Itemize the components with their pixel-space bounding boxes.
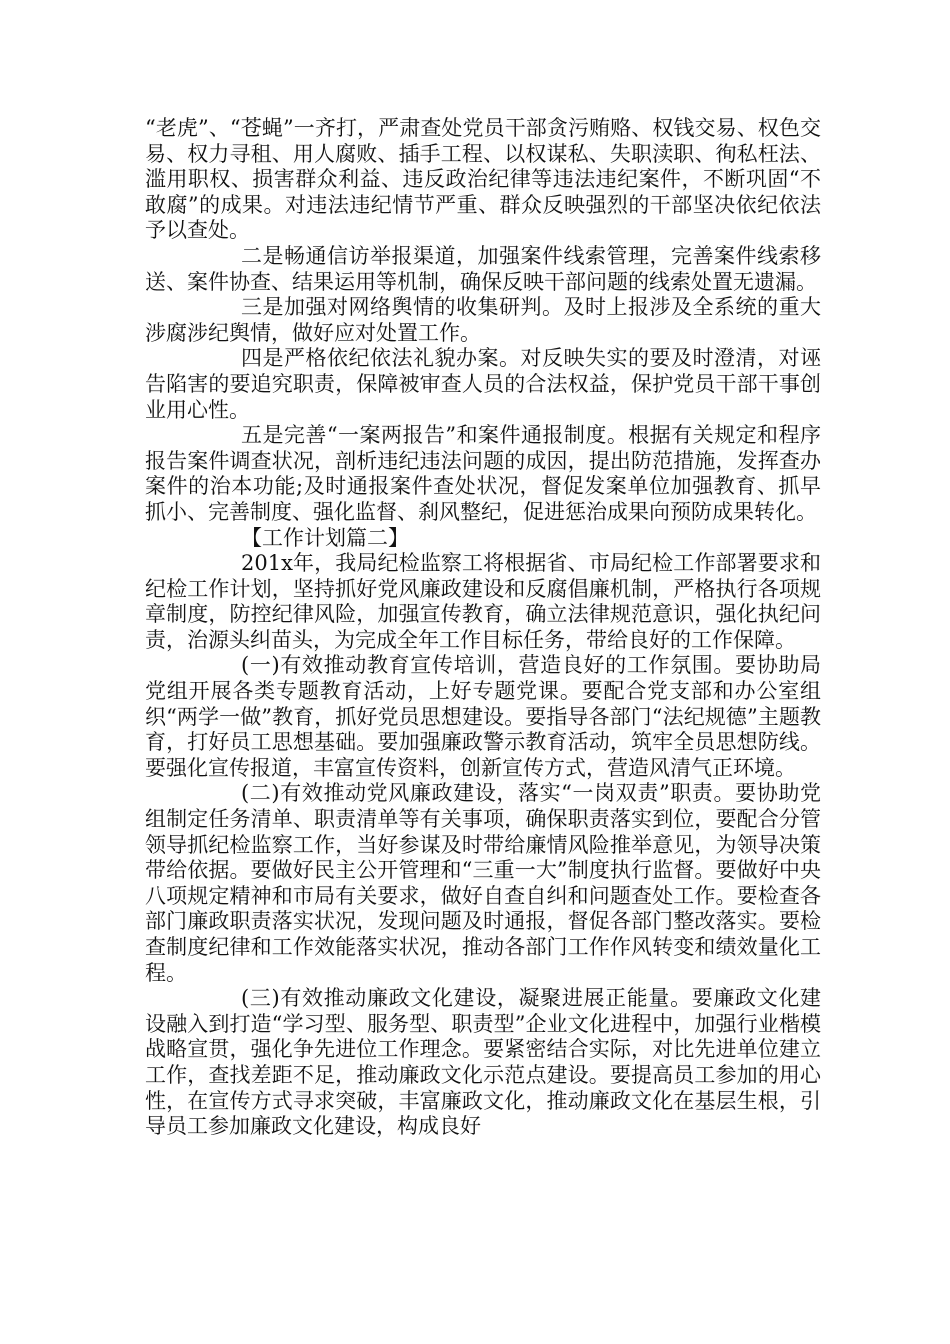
paragraph-intro: 201x年，我局纪检监察工将根据省、市局纪检工作部署要求和纪检工作计划，坚持抓好党风廉政建设和反腐倡廉机制，严格执行各项规章制度，防控纪律风险，加强宣传教育，确立法律规范意识，强化执纪问责，治源头纠苗头，为完成全年工作目标任务，带给良好的工作保障。 (145, 551, 821, 652)
paragraph-continuation: “老虎”、“苍蝇”一齐打，严肃查处党员干部贪污贿赂、权钱交易、权色交易、权力寻租、用人腐败、插手工程、以权谋私、失职渎职、徇私枉法、滥用职权、损害群众利益、违反政治纪律等违法违纪案件，不断巩固“不敢腐”的成果。对违法违纪情节严重、群众反映强烈的干部坚决依纪依法予以查处。 (145, 116, 821, 243)
paragraph-item-four: 四是严格依纪依法礼貌办案。对反映失实的要及时澄清，对诬告陷害的要追究职责，保障被审查人员的合法权益，保护党员干部干事创业用心性。 (145, 346, 821, 422)
paragraph-section-three: (三)有效推动廉政文化建设，凝聚进展正能量。要廉政文化建设融入到打造“学习型、服务型、职责型”企业文化进程中，加强行业楷模战略宣贯，强化争先进位工作理念。要紧密结合实际，对比先进单位建立工作，查找差距不足，推动廉政文化示范点建设。要提高员工参加的用心性，在宣传方式寻求突破，丰富廉政文化，推动廉政文化在基层生根，引导员工参加廉政文化建设，构成良好 (145, 986, 821, 1139)
paragraph-section-two: (二)有效推动党风廉政建设，落实“一岗双责”职责。要协助党组制定任务清单、职责清单等有关事项，确保职责落实到位，要配合分管领导抓纪检监察工作，当好参谋及时带给廉情风险推举意见，为领导决策带给依据。要做好民主公开管理和“三重一大”制度执行监督。要做好中央八项规定精神和市局有关要求，做好自查自纠和问题查处工作。要检查各部门廉政职责落实状况，发现问题及时通报，督促各部门整改落实。要检查制度纪律和工作效能落实状况，推动各部门工作作风转变和绩效量化工程。 (145, 781, 821, 985)
paragraph-item-two: 二是畅通信访举报渠道，加强案件线索管理，完善案件线索移送、案件协查、结果运用等机制，确保反映干部问题的线索处置无遗漏。 (145, 243, 821, 294)
document-page (145, 116, 821, 1140)
section-heading: 【工作计划篇二】 (241, 525, 409, 550)
paragraph-item-five: 五是完善“一案两报告”和案件通报制度。根据有关规定和程序报告案件调查状况，剖析违纪违法问题的成因，提出防范措施，发挥查办案件的治本功能;及时通报案件查处状况，督促发案单位加强教育、抓早抓小、完善制度、强化监督、刹风整纪，促进惩治成果向预防成果转化。 (145, 423, 821, 524)
paragraph-item-three: 三是加强对网络舆情的收集研判。及时上报涉及全系统的重大涉腐涉纪舆情，做好应对处置工作。 (145, 295, 821, 345)
paragraph-section-one: (一)有效推动教育宣传培训，营造良好的工作氛围。要协助局党组开展各类专题教育活动，上好专题党课。要配合党支部和办公室组织“两学一做”教育，抓好党员思想建设。要指导各部门“法纪规德”主题教育，打好员工思想基础。要加强廉政警示教育活动，筑牢全员思想防线。要强化宣传报道，丰富宣传资料，创新宣传方式，营造风清气正环境。 (145, 653, 821, 780)
